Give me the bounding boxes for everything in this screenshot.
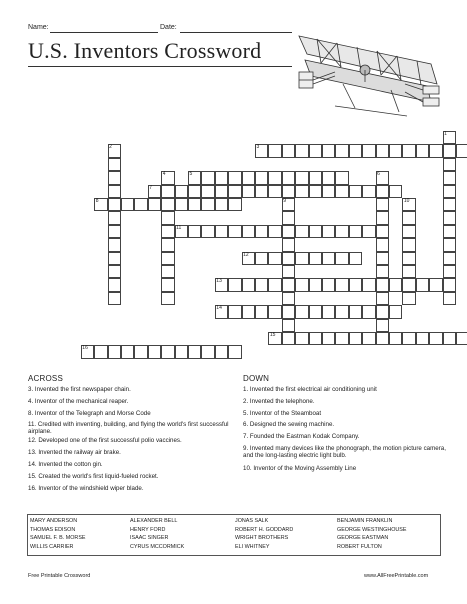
grid-cell[interactable] <box>322 171 335 184</box>
grid-cell[interactable] <box>161 211 174 224</box>
grid-cell[interactable] <box>255 185 268 198</box>
grid-cell[interactable] <box>376 198 389 211</box>
grid-cell[interactable] <box>349 252 362 265</box>
grid-cell[interactable] <box>376 265 389 278</box>
grid-cell[interactable] <box>376 319 389 332</box>
grid-cell[interactable] <box>108 345 121 358</box>
grid-cell[interactable] <box>389 305 402 318</box>
grid-cell[interactable] <box>349 225 362 238</box>
grid-cell[interactable] <box>108 252 121 265</box>
name-label: Name: <box>28 24 49 31</box>
grid-cell[interactable] <box>322 278 335 291</box>
grid-cell[interactable] <box>295 225 308 238</box>
clue-number: 13 <box>216 278 222 285</box>
grid-cell[interactable] <box>322 144 335 157</box>
grid-cell[interactable] <box>282 225 295 238</box>
down-heading: DOWN <box>243 374 270 383</box>
grid-cell[interactable] <box>335 225 348 238</box>
grid-cell[interactable] <box>242 171 255 184</box>
grid-cell[interactable] <box>161 252 174 265</box>
grid-cell[interactable] <box>443 144 456 157</box>
grid-cell[interactable] <box>443 332 456 345</box>
grid-cell[interactable] <box>215 225 228 238</box>
grid-cell[interactable] <box>362 278 375 291</box>
clue-item: 3. Invented the first newspaper chain. <box>28 386 131 393</box>
grid-cell[interactable] <box>161 345 174 358</box>
grid-cell[interactable] <box>389 278 402 291</box>
word-bank-item: JONAS SALK <box>235 518 269 524</box>
grid-cell[interactable] <box>376 144 389 157</box>
clue-number: 12 <box>243 251 249 258</box>
grid-cell[interactable] <box>255 252 268 265</box>
grid-cell[interactable] <box>282 319 295 332</box>
grid-cell[interactable] <box>335 144 348 157</box>
grid-cell[interactable] <box>108 278 121 291</box>
grid-cell[interactable] <box>108 198 121 211</box>
grid-cell[interactable] <box>228 171 241 184</box>
grid-cell[interactable] <box>443 185 456 198</box>
grid-cell[interactable] <box>161 265 174 278</box>
grid-cell[interactable] <box>309 144 322 157</box>
grid-cell[interactable] <box>228 305 241 318</box>
grid-cell[interactable] <box>161 292 174 305</box>
word-bank-item: HENRY FORD <box>130 526 166 533</box>
grid-cell[interactable] <box>376 278 389 291</box>
grid-cell[interactable] <box>443 211 456 224</box>
grid-cell[interactable] <box>309 225 322 238</box>
grid-cell[interactable] <box>282 185 295 198</box>
clue-number: 6 <box>377 171 380 178</box>
grid-cell[interactable] <box>295 185 308 198</box>
grid-cell[interactable] <box>443 265 456 278</box>
grid-cell[interactable] <box>309 185 322 198</box>
grid-cell[interactable] <box>134 198 147 211</box>
grid-cell[interactable] <box>242 185 255 198</box>
word-bank-item: BENJAMIN FRANKLIN <box>337 518 393 524</box>
grid-cell[interactable] <box>108 171 121 184</box>
word-bank-item: CYRUS MCCORMICK <box>130 543 185 550</box>
grid-cell[interactable] <box>282 278 295 291</box>
grid-cell[interactable] <box>228 185 241 198</box>
clue-item: 16. Inventor of the windshield wiper blade. <box>28 485 144 492</box>
grid-cell[interactable] <box>108 185 121 198</box>
grid-cell[interactable] <box>228 198 241 211</box>
clue-number: 9 <box>283 198 287 204</box>
grid-cell[interactable] <box>362 332 375 345</box>
grid-cell[interactable] <box>188 185 201 198</box>
clue-item: 9. Invented many devices like the phonograph, the motion picture camera, and the long-lasting electric light bulb. <box>243 445 446 459</box>
grid-cell[interactable] <box>389 144 402 157</box>
grid-cell[interactable] <box>255 305 268 318</box>
grid-cell[interactable] <box>362 185 375 198</box>
grid-cell[interactable] <box>108 238 121 251</box>
grid-cell[interactable] <box>402 225 415 238</box>
grid-cell[interactable] <box>443 292 456 305</box>
footer-right: www.AllFreePrintable.com <box>364 573 429 579</box>
grid-cell[interactable] <box>282 171 295 184</box>
grid-cell[interactable] <box>443 198 456 211</box>
grid-cell[interactable] <box>268 278 281 291</box>
grid-cell[interactable] <box>376 211 389 224</box>
clue-item: 2. Invented the telephone. <box>243 398 315 405</box>
clue-item: 1. Invented the first electrical air conditioning unit <box>243 386 377 393</box>
grid-cell[interactable] <box>349 144 362 157</box>
grid-cell[interactable] <box>148 345 161 358</box>
grid-cell[interactable] <box>282 252 295 265</box>
grid-cell[interactable] <box>108 292 121 305</box>
grid-cell[interactable] <box>282 292 295 305</box>
grid-cell[interactable] <box>309 278 322 291</box>
grid-cell[interactable] <box>322 185 335 198</box>
grid-cell[interactable] <box>376 185 389 198</box>
grid-cell[interactable] <box>322 332 335 345</box>
grid-cell[interactable] <box>228 278 241 291</box>
grid-cell[interactable] <box>188 345 201 358</box>
grid-cell[interactable] <box>376 332 389 345</box>
grid-cell[interactable] <box>402 144 415 157</box>
grid-cell[interactable] <box>429 332 442 345</box>
grid-cell[interactable] <box>242 305 255 318</box>
grid-cell[interactable] <box>282 144 295 157</box>
grid-cell[interactable] <box>255 278 268 291</box>
grid-cell[interactable] <box>402 211 415 224</box>
word-bank-item: GEORGE EASTMAN <box>337 535 389 542</box>
clue-item: 5. Inventor of the Steamboat <box>243 410 322 417</box>
grid-cell[interactable] <box>161 278 174 291</box>
grid-cell[interactable] <box>282 211 295 224</box>
word-bank-item: SAMUEL F. B. MORSE <box>30 535 86 542</box>
grid-cell[interactable] <box>242 278 255 291</box>
grid-cell[interactable] <box>255 225 268 238</box>
grid-cell[interactable] <box>443 158 456 171</box>
grid-cell[interactable] <box>309 305 322 318</box>
grid-cell[interactable] <box>201 185 214 198</box>
grid-cell[interactable] <box>402 265 415 278</box>
across-heading: ACROSS <box>28 374 63 383</box>
grid-cell[interactable] <box>161 238 174 251</box>
clue-item: 11. Credited with inventing, building, and flying the world's first successful airplane. <box>28 421 229 435</box>
grid-cell[interactable] <box>443 238 456 251</box>
grid-cell[interactable] <box>215 345 228 358</box>
date-label: Date: <box>160 24 177 31</box>
grid-cell[interactable] <box>309 332 322 345</box>
grid-cell[interactable] <box>295 144 308 157</box>
grid-cell[interactable] <box>175 345 188 358</box>
grid-cell[interactable] <box>134 345 147 358</box>
grid-cell[interactable] <box>121 198 134 211</box>
grid-cell[interactable] <box>389 332 402 345</box>
grid-cell[interactable] <box>215 171 228 184</box>
grid-cell[interactable] <box>295 332 308 345</box>
grid-cell[interactable] <box>376 238 389 251</box>
grid-cell[interactable] <box>443 252 456 265</box>
grid-cell[interactable] <box>268 144 281 157</box>
grid-cell[interactable] <box>121 345 134 358</box>
grid-cell[interactable] <box>108 265 121 278</box>
word-bank-item: THOMAS EDISON <box>30 526 76 533</box>
grid-cell[interactable] <box>242 225 255 238</box>
grid-cell[interactable] <box>349 185 362 198</box>
grid-cell[interactable] <box>322 225 335 238</box>
clue-number: 2 <box>109 144 112 151</box>
grid-cell[interactable] <box>362 225 375 238</box>
grid-cell[interactable] <box>201 198 214 211</box>
word-bank-item: ISAAC SINGER <box>130 535 169 542</box>
grid-cell[interactable] <box>335 305 348 318</box>
clue-item: 12. Developed one of the first successful polio vaccines. <box>28 437 182 444</box>
grid-cell[interactable] <box>402 238 415 251</box>
clue-item: 8. Inventor of the Telegraph and Morse Code <box>28 410 151 417</box>
grid-cell[interactable] <box>335 278 348 291</box>
grid-cell[interactable] <box>108 158 121 171</box>
clue-number: 3 <box>256 144 260 151</box>
clue-number: 5 <box>189 171 193 178</box>
grid-cell[interactable] <box>94 345 107 358</box>
grid-cell[interactable] <box>268 252 281 265</box>
word-bank <box>27 514 441 556</box>
grid-cell[interactable] <box>416 144 429 157</box>
grid-cell[interactable] <box>335 332 348 345</box>
clue-number: 11 <box>176 224 182 231</box>
grid-cell[interactable] <box>175 198 188 211</box>
grid-cell[interactable] <box>429 144 442 157</box>
grid-cell[interactable] <box>309 252 322 265</box>
grid-cell[interactable] <box>402 252 415 265</box>
grid-cell[interactable] <box>376 305 389 318</box>
grid-cell[interactable] <box>282 305 295 318</box>
grid-cell[interactable] <box>376 292 389 305</box>
grid-cell[interactable] <box>201 225 214 238</box>
grid-cell[interactable] <box>215 185 228 198</box>
grid-cell[interactable] <box>108 211 121 224</box>
clue-number: 15 <box>269 332 276 338</box>
clue-number: 7 <box>149 184 153 191</box>
grid-cell[interactable] <box>175 185 188 198</box>
word-bank-item: MARY ANDERSON <box>30 518 78 524</box>
word-bank-item: ROBERT FULTON <box>337 543 382 550</box>
grid-cell[interactable] <box>349 278 362 291</box>
grid-cell[interactable] <box>362 305 375 318</box>
grid-cell[interactable] <box>161 225 174 238</box>
grid-cell[interactable] <box>362 144 375 157</box>
grid-cell[interactable] <box>295 305 308 318</box>
grid-cell[interactable] <box>295 171 308 184</box>
grid-cell[interactable] <box>376 252 389 265</box>
clue-item: 14. Invented the cotton gin. <box>28 461 103 468</box>
clue-item: 4. Inventor of the mechanical reaper. <box>28 398 129 405</box>
grid-cell[interactable] <box>402 332 415 345</box>
grid-cell[interactable] <box>443 225 456 238</box>
grid-cell[interactable] <box>268 171 281 184</box>
grid-cell[interactable] <box>268 225 281 238</box>
clue-item: 10. Inventor of the Moving Assembly Line <box>243 465 357 472</box>
word-bank-item: GEORGE WESTINGHOUSE <box>337 526 407 533</box>
grid-cell[interactable] <box>349 332 362 345</box>
grid-cell[interactable] <box>402 292 415 305</box>
grid-cell[interactable] <box>389 185 402 198</box>
clue-number: 4 <box>162 171 166 178</box>
grid-cell[interactable] <box>402 278 415 291</box>
grid-cell[interactable] <box>295 252 308 265</box>
clue-number: 10 <box>403 198 410 204</box>
grid-cell[interactable] <box>282 238 295 251</box>
clue-number: 8 <box>95 198 99 204</box>
word-bank-item: WILLIS CARRIER <box>30 543 74 550</box>
word-bank-item: ELI WHITNEY <box>235 543 270 550</box>
grid-cell[interactable] <box>335 185 348 198</box>
clue-item: 6. Designed the sewing machine. <box>243 421 335 428</box>
grid-cell[interactable] <box>148 198 161 211</box>
grid-cell[interactable] <box>443 171 456 184</box>
grid-cell[interactable] <box>443 278 456 291</box>
footer-left: Free Printable Crossword <box>28 573 91 579</box>
clue-number: 16 <box>82 345 88 352</box>
grid-cell[interactable] <box>376 225 389 238</box>
grid-cell[interactable] <box>416 278 429 291</box>
grid-cell[interactable] <box>188 198 201 211</box>
grid-cell[interactable] <box>201 171 214 184</box>
clue-item: 7. Founded the Eastman Kodak Company. <box>243 433 360 440</box>
grid-cell[interactable] <box>268 305 281 318</box>
page-title: U.S. Inventors Crossword <box>28 38 262 63</box>
grid-cell[interactable] <box>322 305 335 318</box>
grid-cell[interactable] <box>255 171 268 184</box>
grid-cell[interactable] <box>188 225 201 238</box>
grid-cell[interactable] <box>282 332 295 345</box>
grid-cell[interactable] <box>282 265 295 278</box>
grid-cell[interactable] <box>309 171 322 184</box>
clue-item: 15. Created the world's first liquid-fueled rocket. <box>28 473 159 480</box>
word-bank-item: ALEXANDER BELL <box>130 518 178 524</box>
clue-item: 13. Invented the railway air brake. <box>28 449 121 456</box>
grid-cell[interactable] <box>201 345 214 358</box>
grid-cell[interactable] <box>295 278 308 291</box>
grid-cell[interactable] <box>161 198 174 211</box>
grid-cell[interactable] <box>335 171 348 184</box>
grid-cell[interactable] <box>108 225 121 238</box>
grid-cell[interactable] <box>268 185 281 198</box>
grid-cell[interactable] <box>456 144 467 157</box>
grid-cell[interactable] <box>322 252 335 265</box>
grid-cell[interactable] <box>429 278 442 291</box>
grid-cell[interactable] <box>416 332 429 345</box>
grid-cell[interactable] <box>161 185 174 198</box>
clue-number: 1 <box>444 131 447 137</box>
word-bank-item: ROBERT H. GODDARD <box>235 526 294 533</box>
grid-cell[interactable] <box>215 198 228 211</box>
grid-cell[interactable] <box>456 332 467 345</box>
grid-cell[interactable] <box>228 345 241 358</box>
clue-number: 14 <box>216 305 222 312</box>
grid-cell[interactable] <box>228 225 241 238</box>
word-bank-item: WRIGHT BROTHERS <box>235 535 289 542</box>
grid-cell[interactable] <box>349 305 362 318</box>
grid-cell[interactable] <box>335 252 348 265</box>
